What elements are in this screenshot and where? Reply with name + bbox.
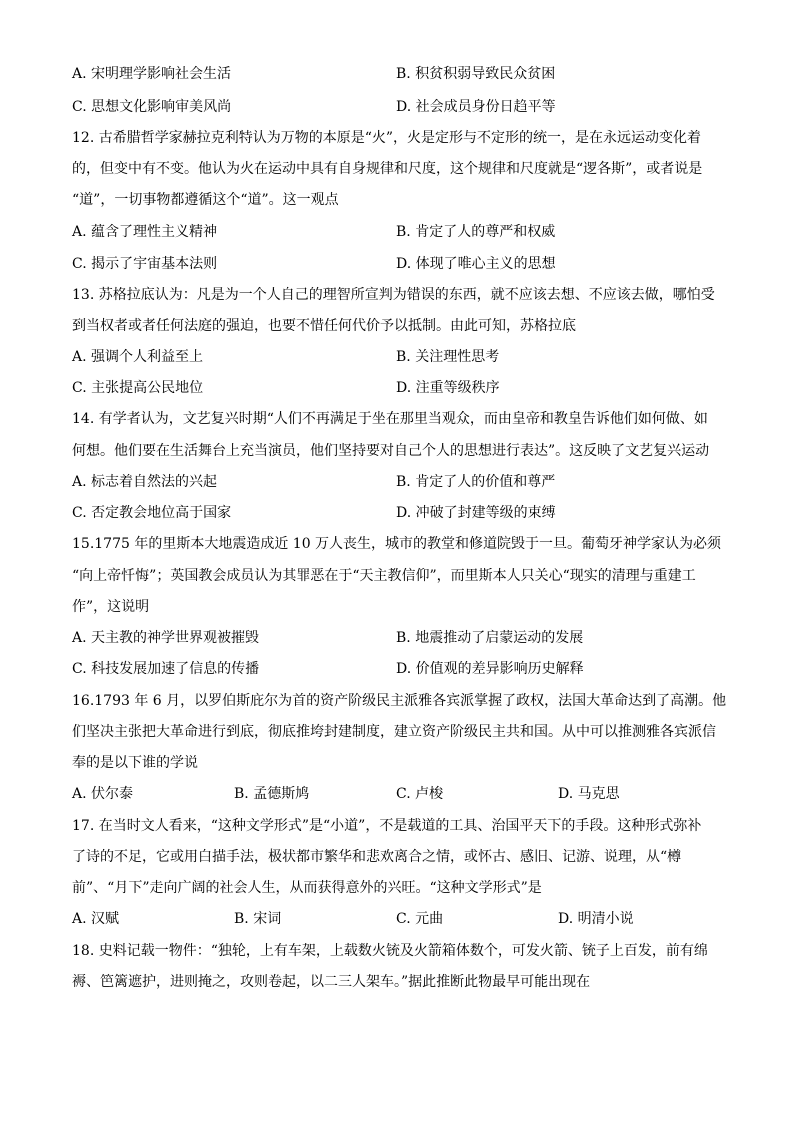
q15-stem-line-3: 作”，这说明	[72, 599, 150, 615]
q12-stem-line-3: “道”，一切事物都遵循这个“道”。这一观点	[72, 192, 339, 208]
q16-option-d[interactable]: D. 马克思	[558, 786, 620, 802]
q15-option-c[interactable]: C. 科技发展加速了信息的传播	[72, 661, 260, 677]
q18-stem-line-1: 18. 史料记载一物件：“独轮，上有车架，上载数火铳及火箭箱体数个，可发火箭、铳子上百发，前有绵	[72, 943, 708, 959]
q11-options-row-1	[72, 59, 722, 90]
q11-option-d[interactable]: D. 社会成员身份日趋平等	[396, 99, 556, 115]
q13-stem-line-2: 到当权者或者任何法庭的强迫，也要不惜任何代价予以抵制。由此可知，苏格拉底	[72, 318, 576, 334]
q12-options-row-1	[72, 217, 722, 248]
q15-stem-line-2: “向上帝忏悔”；英国教会成员认为其罪恶在于“天主教信仰”，而里斯本人只关心“现实的清理与重建工	[72, 568, 696, 584]
q17-stem-line-3: 前”、“月下”走向广阔的社会人生，从而获得意外的兴旺。“这种文学形式”是	[72, 880, 542, 896]
q14-stem-line-1: 14. 有学者认为，文艺复兴时期“人们不再满足于坐在那里当观众，而由皇帝和教皇告诉他们如何做、如	[72, 411, 708, 427]
q11-option-a[interactable]: A. 宋明理学影响社会生活	[72, 66, 232, 82]
q13-options-row-1	[72, 342, 722, 373]
q14-option-c[interactable]: C. 否定教会地位高于国家	[72, 505, 232, 521]
q15-option-b[interactable]: B. 地震推动了启蒙运动的发展	[396, 630, 584, 646]
q14-option-a[interactable]: A. 标志着自然法的兴起	[72, 474, 218, 490]
q16-options-row	[72, 779, 722, 810]
q17-options-row	[72, 904, 722, 935]
q17-option-a[interactable]: A. 汉赋	[72, 911, 120, 927]
q12-option-a[interactable]: A. 蕴含了理性主义精神	[72, 224, 218, 240]
q17-option-d[interactable]: D. 明清小说	[558, 911, 634, 927]
q14-options-row-1	[72, 467, 722, 498]
q16-stem-line-2: 们坚决主张把大革命进行到底，彻底推垮封建制度，建立资产阶级民主共和国。从中可以推测雅各宾派信	[72, 724, 716, 740]
q16-option-a[interactable]: A. 伏尔泰	[72, 786, 134, 802]
q14-option-d[interactable]: D. 冲破了封建等级的束缚	[396, 505, 556, 521]
q17-option-c[interactable]: C. 元曲	[396, 911, 444, 927]
q15-options-row-1	[72, 623, 722, 654]
q16-option-c[interactable]: C. 卢梭	[396, 786, 444, 802]
q13-option-a[interactable]: A. 强调个人利益至上	[72, 349, 204, 365]
q12-option-b[interactable]: B. 肯定了人的尊严和权威	[396, 224, 556, 240]
q17-option-b[interactable]: B. 宋词	[234, 911, 282, 927]
q16-stem-line-1: 16.1793 年 6 月，以罗伯斯庇尔为首的资产阶级民主派雅各宾派掌握了政权，法国大革命达到了高潮。他	[72, 693, 727, 709]
q13-option-b[interactable]: B. 关注理性思考	[396, 349, 500, 365]
q11-option-b[interactable]: B. 积贫积弱导致民众贫困	[396, 66, 556, 82]
q11-options-row-2	[72, 92, 722, 123]
q12-option-d[interactable]: D. 体现了唯心主义的思想	[396, 256, 556, 272]
q16-option-b[interactable]: B. 孟德斯鸠	[234, 786, 310, 802]
q15-option-a[interactable]: A. 天主教的神学世界观被摧毁	[72, 630, 260, 646]
q17-stem-line-1: 17. 在当时文人看来，“这种文学形式”是“小道”，不是载道的工具、治国平天下的手段。这种形式弥补	[72, 818, 702, 834]
q15-option-d[interactable]: D. 价值观的差异影响历史解释	[396, 661, 584, 677]
q14-options-row-2	[72, 498, 722, 529]
q15-options-row-2	[72, 654, 722, 685]
q18-stem-line-2: 褥、笆篱遮护，进则掩之，攻则卷起，以二三人架车。”据此推断此物最早可能出现在	[72, 974, 591, 990]
q11-option-c[interactable]: C. 思想文化影响审美风尚	[72, 99, 232, 115]
q12-stem-line-2: 的，但变中有不变。他认为火在运动中具有自身规律和尺度，这个规律和尺度就是“逻各斯”，或者说是	[72, 161, 703, 177]
q14-stem-line-2: 何想。他们要在生活舞台上充当演员，他们坚持要对自己个人的思想进行表达”。这反映了文艺复兴运动	[72, 443, 710, 459]
q17-stem-line-2: 了诗的不足，它或用白描手法，极状都市繁华和悲欢离合之情，或怀古、感旧、记游、说理，从“樽	[72, 849, 682, 865]
q12-stem-line-1: 12. 古希腊哲学家赫拉克利特认为万物的本原是“火”，火是定形与不定形的统一，是在永远运动变化着	[72, 130, 702, 146]
q13-option-c[interactable]: C. 主张提高公民地位	[72, 380, 204, 396]
q12-option-c[interactable]: C. 揭示了宇宙基本法则	[72, 256, 218, 272]
q13-option-d[interactable]: D. 注重等级秩序	[396, 380, 500, 396]
q15-stem-line-1: 15.1775 年的里斯本大地震造成近 10 万人丧生，城市的教堂和修道院毁于一旦。葡萄牙神学家认为必须	[72, 536, 722, 552]
q12-options-row-2	[72, 249, 722, 280]
q16-stem-line-3: 奉的是以下谁的学说	[72, 755, 198, 771]
q14-option-b[interactable]: B. 肯定了人的价值和尊严	[396, 474, 556, 490]
q13-options-row-2	[72, 373, 722, 404]
q13-stem-line-1: 13. 苏格拉底认为：凡是为一个人自己的理智所宣判为错误的东西，就不应该去想、不应该去做，哪怕受	[72, 287, 715, 303]
